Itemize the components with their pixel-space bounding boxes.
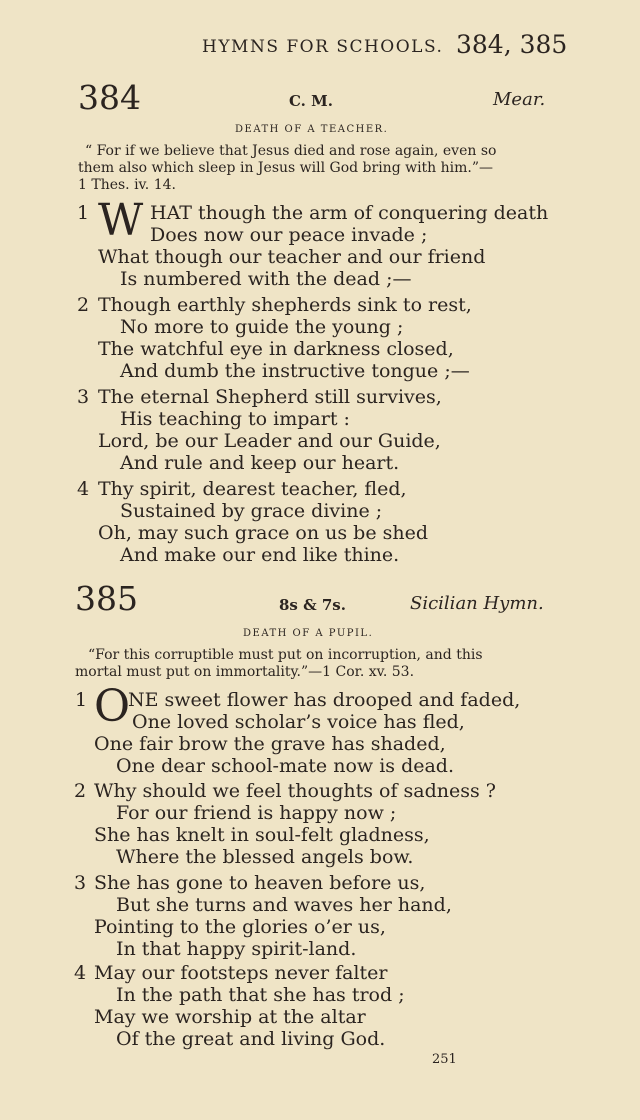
verse-line: In the path that she has trod ; bbox=[116, 984, 405, 1006]
drop-cap: O bbox=[94, 681, 131, 732]
epigraph-line: them also which sleep in Jesus will God bring with him.”— bbox=[78, 160, 494, 176]
verse-number: 3 bbox=[74, 872, 87, 894]
hymn-number: 385 bbox=[75, 579, 138, 618]
verse-number: 2 bbox=[74, 780, 87, 802]
hymn-subtitle: DEATH OF A PUPIL. bbox=[243, 628, 374, 639]
verse-line: One dear school-mate now is dead. bbox=[116, 755, 455, 777]
verse-line: His teaching to impart : bbox=[120, 408, 350, 430]
verse-line: Sustained by grace divine ; bbox=[120, 500, 383, 522]
epigraph-line: “For this corruptible must put on incorruption, and this bbox=[88, 647, 483, 663]
epigraph-line: “ For if we believe that Jesus died and rose again, even so bbox=[85, 143, 497, 159]
header-page-numbers: 384, 385 bbox=[456, 30, 568, 59]
verse-number: 1 bbox=[77, 202, 90, 224]
verse-line: Though earthly shepherds sink to rest, bbox=[98, 294, 472, 316]
epigraph-line: 1 Thes. iv. 14. bbox=[78, 177, 176, 193]
verse-line: Pointing to the glories o’er us, bbox=[94, 916, 386, 938]
hymn-tune: Mear. bbox=[493, 89, 546, 110]
verse-line: May we worship at the altar bbox=[94, 1006, 366, 1028]
verse-number: 4 bbox=[77, 478, 90, 500]
verse-number: 2 bbox=[77, 294, 90, 316]
verse-line: Why should we feel thoughts of sadness ? bbox=[94, 780, 496, 802]
verse-line: One loved scholar’s voice has fled, bbox=[132, 711, 465, 733]
verse-line: Does now our peace invade ; bbox=[150, 224, 428, 246]
verse-line: She has gone to heaven before us, bbox=[94, 872, 426, 894]
running-title: HYMNS FOR SCHOOLS. bbox=[202, 37, 444, 57]
hymn-subtitle: DEATH OF A TEACHER. bbox=[235, 124, 389, 135]
verse-number: 4 bbox=[74, 962, 87, 984]
verse-line: She has knelt in soul-felt gladness, bbox=[94, 824, 430, 846]
verse-line: Lord, be our Leader and our Guide, bbox=[98, 430, 441, 452]
epigraph-line: mortal must put on immortality.”—1 Cor. xv. 53. bbox=[75, 664, 415, 680]
verse-line: In that happy spirit-land. bbox=[116, 938, 357, 960]
verse-number: 3 bbox=[77, 386, 90, 408]
verse-line: Thy spirit, dearest teacher, fled, bbox=[98, 478, 407, 500]
verse-line: The eternal Shepherd still survives, bbox=[98, 386, 442, 408]
verse-line: NE sweet flower has drooped and faded, bbox=[128, 689, 521, 711]
verse-line: And rule and keep our heart. bbox=[120, 452, 400, 474]
hymn-number: 384 bbox=[78, 78, 141, 117]
verse-line: One fair brow the grave has shaded, bbox=[94, 733, 446, 755]
verse-line: But she turns and waves her hand, bbox=[116, 894, 452, 916]
verse-line: For our friend is happy now ; bbox=[116, 802, 397, 824]
hymn-meter: C. M. bbox=[289, 92, 333, 110]
verse-line: What though our teacher and our friend bbox=[98, 246, 486, 268]
verse-line: HAT though the arm of conquering death bbox=[150, 202, 549, 224]
hymn-tune: Sicilian Hymn. bbox=[410, 593, 544, 614]
verse-line: No more to guide the young ; bbox=[120, 316, 404, 338]
verse-line: Where the blessed angels bow. bbox=[116, 846, 414, 868]
verse-line: And dumb the instructive tongue ;— bbox=[120, 360, 470, 382]
verse-line: The watchful eye in darkness closed, bbox=[98, 338, 454, 360]
verse-line: Is numbered with the dead ;— bbox=[120, 268, 412, 290]
verse-line: And make our end like thine. bbox=[120, 544, 400, 566]
verse-number: 1 bbox=[75, 689, 88, 711]
verse-line: Oh, may such grace on us be shed bbox=[98, 522, 428, 544]
verse-line: May our footsteps never falter bbox=[94, 962, 388, 984]
verse-line: Of the great and living God. bbox=[116, 1028, 386, 1050]
drop-cap: W bbox=[98, 195, 144, 246]
page-number: 251 bbox=[432, 1052, 457, 1067]
hymn-meter: 8s & 7s. bbox=[279, 596, 346, 614]
